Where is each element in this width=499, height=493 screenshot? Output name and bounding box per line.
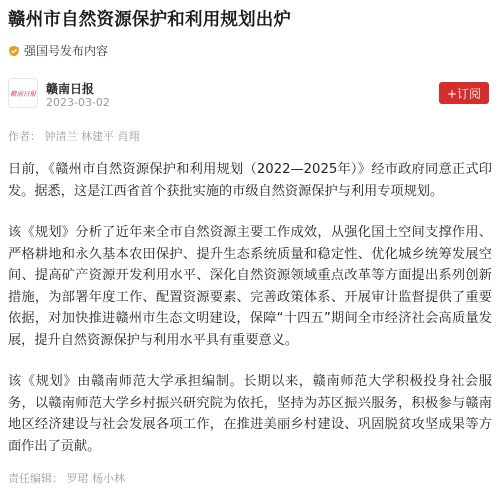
source-label: 强国号发布内容 [24, 44, 109, 58]
body-paragraph-1: 日前，《赣州市自然资源保护和利用规划（2022—2025年）》经市政府同意正式印发。据悉，这是江西省首个获批实施的市级自然资源保护与利用专项规划。 [8, 162, 492, 199]
authors-line: 作者： 钟清兰 林建平 肖翔 [8, 130, 140, 143]
publish-date: 2023-03-02 [46, 96, 110, 109]
publisher-block [8, 78, 491, 112]
subscribe-button[interactable]: +订阅 [439, 82, 489, 104]
editor-line: 责任编辑： 罗珺 杨小林 [8, 472, 125, 485]
publisher-logo[interactable] [8, 78, 38, 108]
svg-text:赣南日报: 赣南日报 [10, 90, 36, 98]
publisher-name[interactable]: 赣南日报 [46, 82, 95, 96]
shield-check-icon [8, 45, 20, 57]
article-title: 赣州市自然资源保护和利用规划出炉 [8, 10, 292, 30]
body-paragraph-2: 该《规划》分析了近年来全市自然资源主要工作成效，从强化国土空间支撑作用、严格耕地和永久基本农田保护、提升生态系统质量和稳定性、优化城乡统筹发展空间、提高矿产资源开发利用水平、深化自然资源领域重点改革等方面提出系列创新措施，为部署年度工作、配置资源要素、完善政策体系、开展审计监督提供了重要依据，对加快推进赣州市生态文明建设，保障“十四五”期间全市经济社会高质量发展，提升自然资源保护与利用水平具有重要意义。 [8, 225, 492, 348]
body-paragraph-3: 该《规划》由赣南师范大学承担编制。长期以来，赣南师范大学积极投身社会服务，以赣南师范大学乡村振兴研究院为依托，坚持为苏区振兴服务，积极参与赣南地区经济建设与社会发展各项工作，在推进美丽乡村建设、巩固脱贫攻坚成果等方面作出了贡献。 [8, 374, 492, 454]
source-line [8, 42, 108, 59]
